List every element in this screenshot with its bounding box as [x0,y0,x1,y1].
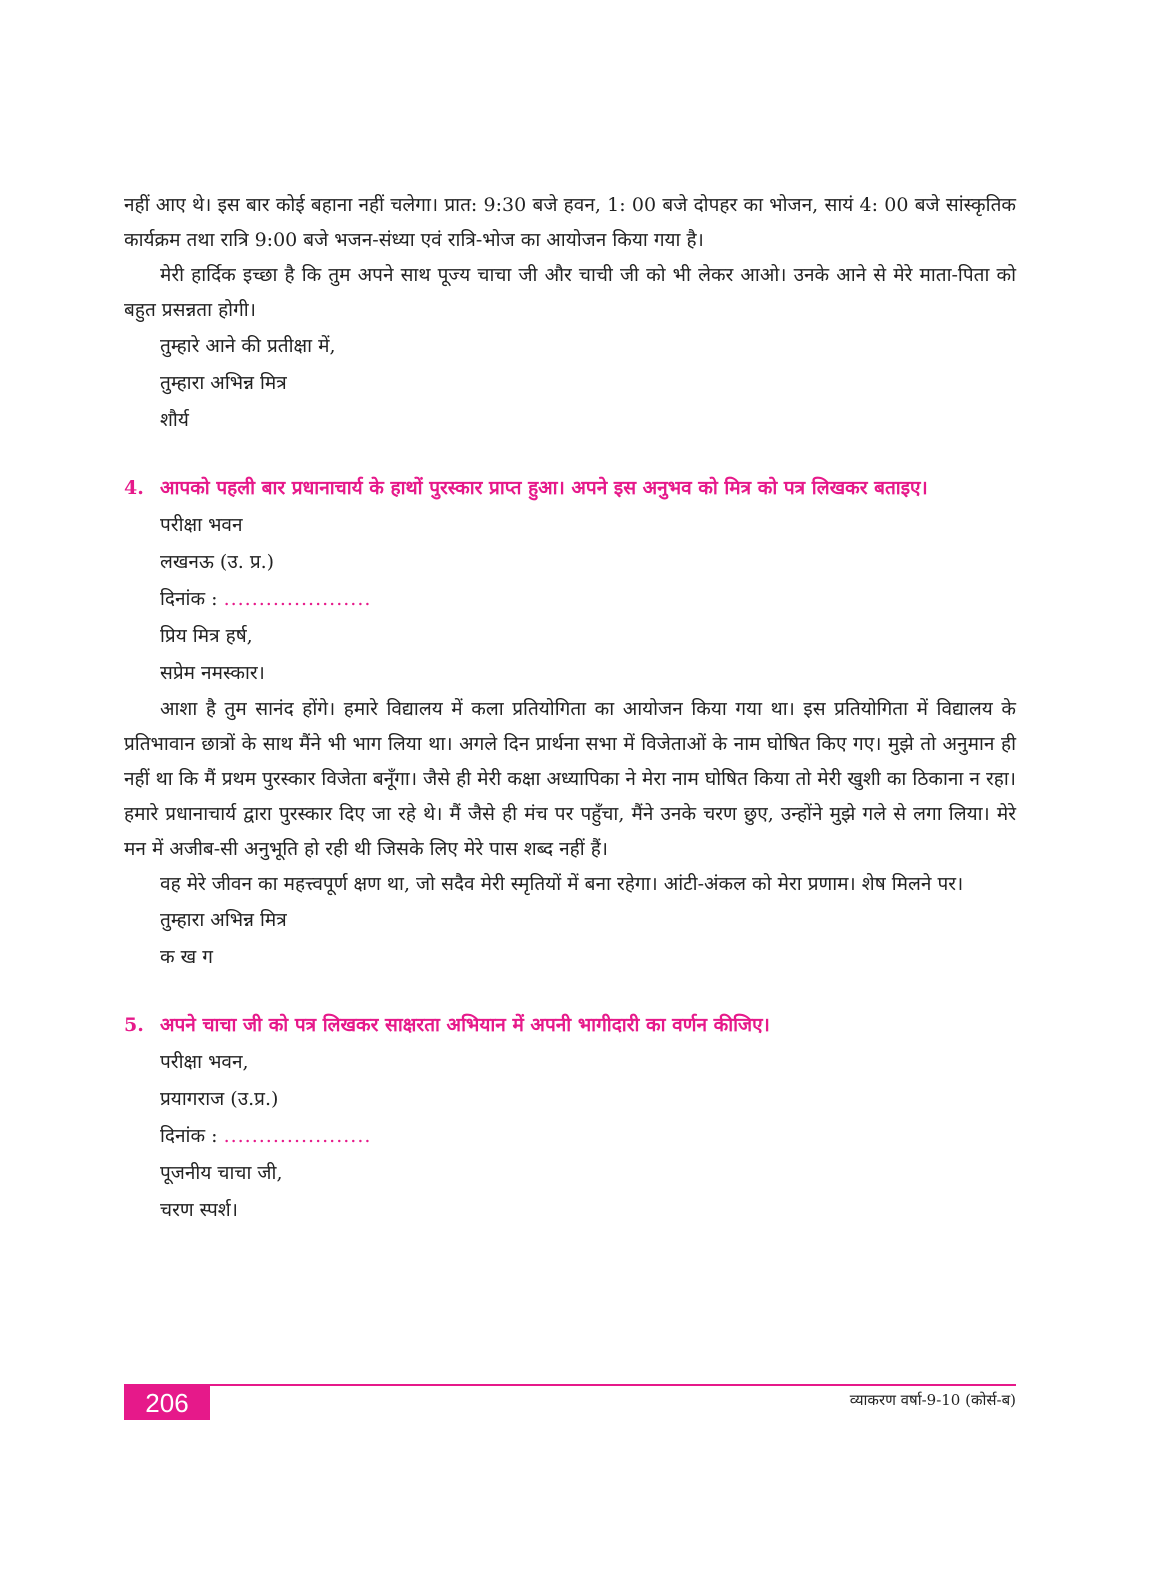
letter4-paragraph-1: आशा है तुम सानंद होंगे। हमारे विद्यालय में कला प्रतियोगिता का आयोजन किया गया था। इस प्रतियोगिता में विद्यालय के प्रतिभावान छात्रों के साथ मैंने भी भाग लिया था। अगले दिन प्रार्थना सभा में विजेताओं के नाम घोषित किए गए। मुझे तो अनुमान ही नहीं था कि मैं प्रथम पुरस्कार विजेता बनूँगा। जैसे ही मेरी कक्षा अध्यापिका ने मेरा नाम घोषित किया तो मेरी खुशी का ठिकाना न रहा। हमारे प्रधानाचार्य द्वारा पुरस्कार दिए जा रहे थे। मैं जैसे ही मंच पर पहुँचा, मैंने उनके चरण छुए, उन्होंने मुझे गले से लगा लिया। मेरे मन में अजीब-सी अनुभूति हो रही थी जिसके लिए मेरे पास शब्द नहीं हैं। [124,698,1016,860]
question-5-heading [124,1006,1016,1044]
letter5-address-2: प्रयागराज (उ.प्र.) [160,1088,279,1110]
question-4-heading [124,469,1016,507]
letter4-date-dots: ..................... [223,588,372,610]
letter5-address-1: परीक्षा भवन, [160,1051,249,1073]
letter4-closing: तुम्हारा अभिन्न मित्र [160,909,287,931]
letter5-date [160,1118,1016,1155]
letter5-salutation: पूजनीय चाचा जी, [160,1162,283,1184]
letter4-address-2: लखनऊ (उ. प्र.) [160,551,275,573]
letter4-greeting: सप्रेम नमस्कार। [160,662,265,684]
question-4-number: 4. [124,477,144,499]
letter4-date [160,581,1016,618]
letter4-paragraph-2: वह मेरे जीवन का महत्त्वपूर्ण क्षण था, जो सदैव मेरी स्मृतियों में बना रहेगा। आंटी-अंकल को मेरा प्रणाम। शेष मिलने पर। [160,873,964,895]
question-5-text: अपने चाचा जी को पत्र लिखकर साक्षरता अभियान में अपनी भागीदारी का वर्णन कीजिए। [160,1014,770,1036]
letter4-date-label: दिनांक : [160,588,218,610]
letter5-date-dots: ..................... [223,1125,372,1147]
question-5-number: 5. [124,1014,144,1036]
letter3-paragraph-1: नहीं आए थे। इस बार कोई बहाना नहीं चलेगा। प्रात: 9:30 बजे हवन, 1: 00 बजे दोपहर का भोजन, सायं 4: 00 बजे सांस्कृतिक कार्यक्रम तथा रात्रि 9:00 बजे भजन-संध्या एवं रात्रि-भोज का आयोजन किया गया है। [124,194,1016,251]
page-content [124,188,1016,1229]
letter4-address-1: परीक्षा भवन [160,514,243,536]
footer-divider [124,1384,1016,1386]
letter5-date-label: दिनांक : [160,1125,218,1147]
letter3-signature: शौर्य [160,409,189,431]
letter4-salutation: प्रिय मित्र हर्ष, [160,625,253,647]
page-number: 206 [124,1386,210,1420]
letter3-paragraph-2: मेरी हार्दिक इच्छा है कि तुम अपने साथ पूज्य चाचा जी और चाची जी को भी लेकर आओ। उनके आने से मेरे माता-पिता को बहुत प्रसन्नता होगी। [124,264,1016,321]
question-4-text: आपको पहली बार प्रधानाचार्य के हाथों पुरस्कार प्राप्त हुआ। अपने इस अनुभव को मित्र को पत्र लिखकर बताइए। [160,477,928,499]
letter3-closing-2: तुम्हारा अभिन्न मित्र [160,372,287,394]
letter5-greeting: चरण स्पर्श। [160,1199,238,1221]
letter3-closing-1: तुम्हारे आने की प्रतीक्षा में, [160,335,336,357]
letter4-signature: क ख ग [160,946,213,968]
book-title: व्याकरण वर्षा-9-10 (कोर्स-ब) [849,1391,1016,1409]
